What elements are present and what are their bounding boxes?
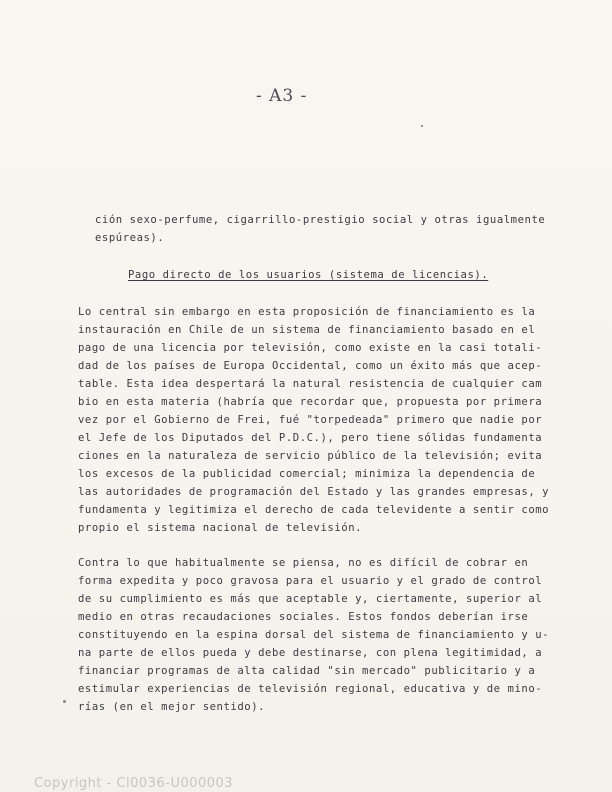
paper-speck: [421, 125, 423, 127]
archive-watermark: Copyright - Cl0036-U000003: [34, 776, 234, 791]
text-line: instauración en Chile de un sistema de financiamiento basado en el: [78, 324, 536, 336]
text-line: de su cumplimiento es más que aceptable y, ciertamente, superior al: [78, 593, 543, 605]
text-line: las autoridades de programación del Estado y las grandes empresas, y: [78, 486, 550, 498]
text-line: Contra lo que habitualmente se piensa, no es difícil de cobrar en: [78, 557, 529, 569]
text-line: estimular experiencias de televisión regional, educativa y de mino-: [78, 683, 543, 695]
text-line: el Jefe de los Diputados del P.D.C.), pero tiene sólidas fundamenta: [78, 432, 543, 444]
text-line: na parte de ellos pueda y debe destinarse, con plena legitimidad, a: [78, 647, 543, 659]
intro-line: espúreas).: [95, 232, 165, 244]
text-line: ciones en la naturaleza de servicio público de la televisión; evita: [78, 450, 543, 462]
text-line: los excesos de la publicidad comercial; minimiza la dependencia de: [78, 468, 536, 480]
page-number: - A3 -: [256, 86, 308, 106]
text-line: financiar programas de alta calidad "sin mercado" publicitario y a: [78, 665, 536, 677]
intro-line: ción sexo-perfume, cigarrillo-prestigio social y otras igualmente: [95, 214, 546, 226]
text-line: bio en esta materia (habría que recordar que, propuesta por primera: [78, 396, 543, 408]
text-line: rías (en el mejor sentido).: [78, 701, 266, 713]
text-line: medio en otras recaudaciones sociales. Estos fondos deberían irse: [78, 611, 529, 623]
text-line: fundamenta y legitimiza el derecho de cada televidente a sentir como: [78, 504, 550, 516]
section-heading: Pago directo de los usuarios (sistema de licencias).: [128, 269, 489, 281]
text-line: constituyendo en la espina dorsal del sistema de financiamiento y u-: [78, 629, 550, 641]
text-line: vez por el Gobierno de Frei, fué "torpedeada" primero que nadie por: [78, 414, 543, 426]
text-line: dad de los países de Europa Occidental, como un éxito más que acep-: [78, 360, 543, 372]
text-line: forma expedita y poco gravosa para el usuario y el grado de control: [78, 575, 543, 587]
text-line: Lo central sin embargo en esta proposición de financiamiento es la: [78, 306, 536, 318]
margin-mark: [63, 700, 66, 703]
text-line: propio el sistema nacional de televisión.: [78, 522, 363, 534]
text-line: pago de una licencia por televisión, como existe en la casi totali-: [78, 342, 543, 354]
text-line: table. Esta idea despertará la natural resistencia de cualquier cam: [78, 378, 543, 390]
